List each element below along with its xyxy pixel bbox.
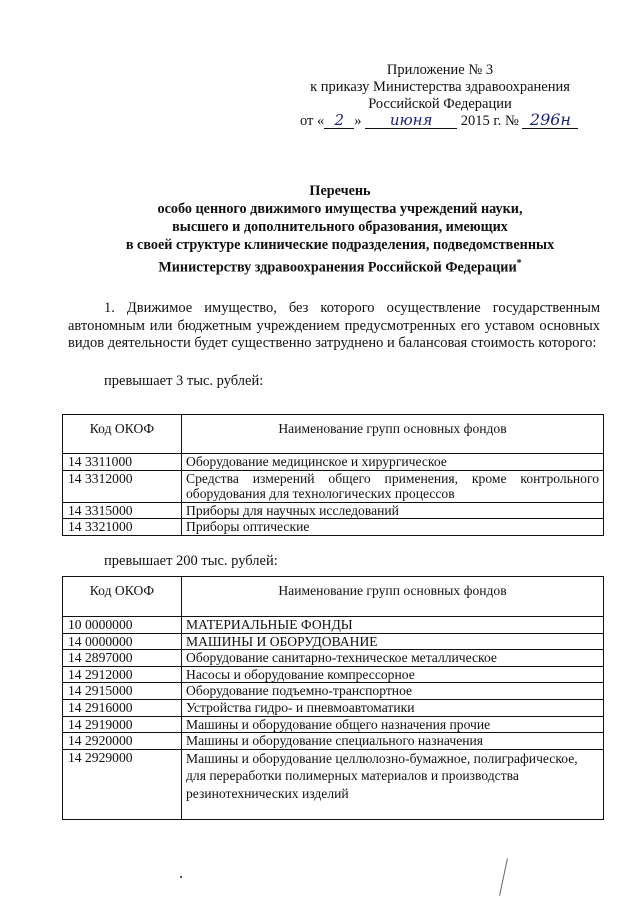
okof-code: 14 3312000 xyxy=(63,470,182,502)
date-day: 2 xyxy=(324,112,354,129)
order-number: 296н xyxy=(522,112,578,129)
table-2-col-name: Наименование групп основных фондов xyxy=(182,577,604,617)
table-1-header xyxy=(63,415,604,454)
table-1-col-code: Код ОКОФ xyxy=(63,415,182,454)
okof-code: 14 2897000 xyxy=(63,650,182,667)
table-row xyxy=(63,683,604,700)
doc-subtitle-3: в своей структуре клинические подразделения, подведомственных xyxy=(125,237,555,253)
order-reference: к приказу Министерства здравоохранения xyxy=(310,79,570,95)
table-row xyxy=(63,650,604,667)
date-prefix: от « xyxy=(300,113,325,129)
threshold-1: превышает 3 тыс. рублей: xyxy=(104,373,264,389)
table-row xyxy=(63,617,604,634)
okof-code: 14 2912000 xyxy=(63,666,182,683)
table-row xyxy=(63,519,604,536)
table-2-header xyxy=(63,577,604,617)
doc-subtitle-2: высшего и дополнительного образования, имеющих xyxy=(172,219,508,235)
threshold-2: превышает 200 тыс. рублей: xyxy=(104,553,278,569)
group-name: МАШИНЫ И ОБОРУДОВАНИЕ xyxy=(182,633,604,650)
group-name: Приборы для научных исследований xyxy=(182,502,604,519)
table-2-col-code: Код ОКОФ xyxy=(63,577,182,617)
group-name: Средства измерений общего применения, кроме контрольного оборудования для технологических процессов xyxy=(182,470,604,502)
table-row xyxy=(63,633,604,650)
paragraph-1-text: 1. Движимое имущество, без которого осуществление государственным автономным или бюджетным учреждением предусмотренных его уставом основных видов деятельности будет существенно затруднено и балансовая стоимость которого: xyxy=(68,300,600,351)
order-date-line xyxy=(300,112,578,130)
table-row xyxy=(63,470,604,502)
group-name: Оборудование медицинское и хирургическое xyxy=(182,454,604,471)
group-name: Устройства гидро- и пневмоавтоматики xyxy=(182,699,604,716)
table-1 xyxy=(62,414,604,536)
date-month: июня xyxy=(365,112,457,129)
group-name: МАТЕРИАЛЬНЫЕ ФОНДЫ xyxy=(182,617,604,634)
doc-title: Перечень xyxy=(309,183,371,199)
scan-dot xyxy=(180,876,182,878)
paragraph-1 xyxy=(68,300,600,353)
group-name: Машины и оборудование целлюлозно-бумажное, полиграфическое, для переработки полимерных материалов и производства резинотехнических изделий xyxy=(182,749,604,819)
date-mid: » xyxy=(354,113,362,129)
okof-code: 14 3321000 xyxy=(63,519,182,536)
table-row xyxy=(63,502,604,519)
table-1-col-name: Наименование групп основных фондов xyxy=(182,415,604,454)
doc-subtitle-1: особо ценного движимого имущества учреждений науки, xyxy=(157,201,523,217)
okof-code: 14 0000000 xyxy=(63,633,182,650)
okof-code: 14 2915000 xyxy=(63,683,182,700)
okof-code: 14 2929000 xyxy=(63,749,182,819)
group-name: Оборудование подъемно-транспортное xyxy=(182,683,604,700)
table-2 xyxy=(62,576,604,820)
okof-code: 14 2919000 xyxy=(63,716,182,733)
okof-code: 14 3315000 xyxy=(63,502,182,519)
okof-code: 14 2916000 xyxy=(63,699,182,716)
table-row xyxy=(63,454,604,471)
table-row xyxy=(63,699,604,716)
group-name: Насосы и оборудование компрессорное xyxy=(182,666,604,683)
doc-subtitle-4-text: Министерству здравоохранения Российской Федерации xyxy=(158,259,517,276)
footnote-mark: * xyxy=(516,258,522,269)
group-name: Машины и оборудование общего назначения прочие xyxy=(182,716,604,733)
group-name: Приборы оптические xyxy=(182,519,604,536)
group-name: Машины и оборудование специального назначения xyxy=(182,733,604,750)
okof-code: 10 0000000 xyxy=(63,617,182,634)
table-row xyxy=(63,733,604,750)
table-row xyxy=(63,749,604,819)
table-row xyxy=(63,666,604,683)
date-year: 2015 г. № xyxy=(460,113,519,129)
okof-code: 14 2920000 xyxy=(63,733,182,750)
table-row xyxy=(63,716,604,733)
scan-mark xyxy=(499,858,508,895)
group-name: Оборудование санитарно-техническое металлическое xyxy=(182,650,604,667)
okof-code: 14 3311000 xyxy=(63,454,182,471)
ministry-country: Российской Федерации xyxy=(368,96,512,112)
appendix-label: Приложение № 3 xyxy=(386,62,494,78)
doc-subtitle-4 xyxy=(60,255,620,277)
